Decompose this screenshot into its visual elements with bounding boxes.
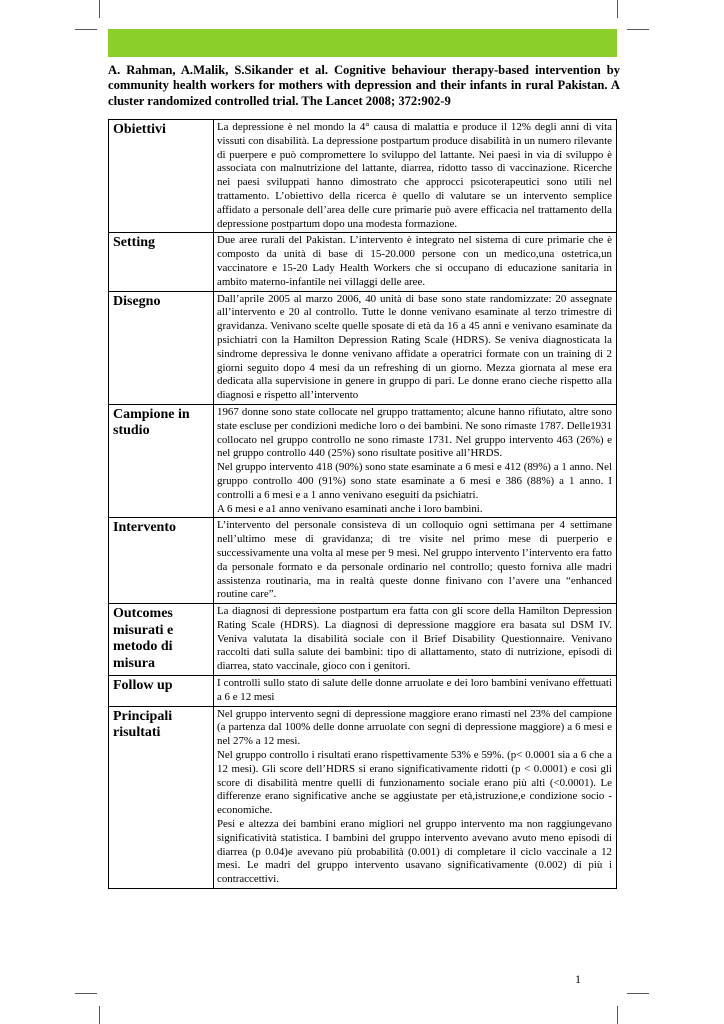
crop-mark — [75, 29, 97, 30]
content-paragraph: Dall’aprile 2005 al marzo 2006, 40 unità di base sono state randomizzate: 20 assegnate all’intervento e 20 al controllo. Tutte le donne venivano esaminate al terzo trimestre di gravidanza. Venivano scelte quelle sposate di età da 16 a 45 anni e venivano esaminate da psichiatri con la Hamilton Depression Rating Scale (HDRS). Se veniva diagnosticata la sindrome depressiva le donne venivano affidate a operatrici formate con un training di 2 giorni seguito dopo 4 mesi da un refreshing di un giorno. Mezza giornata al mese era dedicata alla supervisione in genere in gruppo di pari. Le donne erano cieche rispetto alla diagnosi e rispetto all’intervento — [217, 292, 612, 402]
content-paragraph: I controlli sullo stato di salute delle donne arruolate e dei loro bambini venivano effettuati a 6 e 12 mesi — [217, 677, 612, 703]
crop-mark — [75, 993, 97, 994]
table-row — [109, 404, 617, 517]
row-content — [214, 291, 617, 404]
header-color-bar — [108, 29, 617, 57]
table-row — [109, 120, 617, 233]
row-content — [214, 604, 617, 676]
table-row — [109, 233, 617, 291]
crop-mark — [627, 29, 649, 30]
content-paragraph: Nel gruppo intervento 418 (90%) sono state esaminate a 6 mesi e 412 (89%) a 1 anno. Nel gruppo controllo 400 (91%) sono state esaminate a 6 mesi e 386 (88%) a 1 anno. I controlli a 6 mesi e a 1 anno venivano eseguiti da psichiatri. — [217, 461, 612, 501]
crop-mark — [617, 1006, 618, 1024]
row-label: Setting — [109, 233, 214, 291]
row-label: Principali risultati — [109, 706, 214, 888]
table-row — [109, 676, 617, 707]
table-row — [109, 291, 617, 404]
row-label: Intervento — [109, 518, 214, 604]
content-paragraph: La depressione è nel mondo la 4° causa di malattia e produce il 12% degli anni di vita vissuti con disabilità. La depressione postpartum produce disabilità in un numero rilevante di puerpere e può compromettere lo sviluppo del lattante. Nei paesi in via di sviluppo è associata con malnutrizione del lattante, diarrea, ridotto tasso di vaccinazione. Ricerche nei paesi sviluppati hanno dimostrato che approcci psicoterapeutici sono utili nel trattamento. L’obiettivo della ricerca è quello di valutare se un intervento semplice affidato a personale dell’area delle cure primarie può avere efficacia nel trattamento della depressione postpartum dopo una modesta formazione. — [217, 121, 612, 230]
content-paragraph: 1967 donne sono state collocate nel gruppo trattamento; alcune hanno rifiutato, altre sono state escluse per condizioni mediche loro o dei bambini. Ne sono rimaste 1787. Delle1931 collocato nel gruppo controllo ne sono rimaste 1731. Nel gruppo intervento 463 (26%) e nel gruppo controllo 440 (25%) sono risultate positive all’HRDS. — [217, 405, 612, 460]
citation-header: A. Rahman, A.Malik, S.Sikander et al. Cognitive behaviour therapy-based intervention by community health workers for mothers with depression and their infants in rural Pakistan. A cluster randomized controlled trial. The Lancet 2008; 372:902-9 — [108, 63, 620, 108]
row-content — [214, 518, 617, 604]
row-label: Obiettivi — [109, 120, 214, 233]
table-row — [109, 706, 617, 888]
row-content — [214, 676, 617, 707]
row-content — [214, 706, 617, 888]
content-paragraph: Nel gruppo intervento segni di depressione maggiore erano rimasti nel 23% del campione (a partenza dal 100% delle donne arruolate con segni di depressione maggiore) a 6 mesi e nel 27% a 12 mesi. — [217, 707, 612, 748]
row-label: Outcomes misurati e metodo di misura — [109, 604, 214, 676]
row-label: Campione in studio — [109, 404, 214, 517]
content-paragraph: A 6 mesi e a1 anno venivano esaminati anche i loro bambini. — [217, 502, 483, 515]
table-row — [109, 518, 617, 604]
crop-mark — [617, 0, 618, 18]
crop-mark — [99, 1006, 100, 1024]
study-summary-table — [108, 119, 617, 889]
table-row — [109, 604, 617, 676]
crop-mark — [627, 993, 649, 994]
content-paragraph: Due aree rurali del Pakistan. L’intervento è integrato nel sistema di cure primarie che è composto da unità di base di 15-20.000 persone con un medico,una ostetrica,un vaccinatore e 15-20 Lady Health Workers che si occupano di educazione sanitaria in ambito materno-infantile nei villaggi delle aree. — [217, 234, 612, 288]
content-paragraph: L’intervento del personale consisteva di un colloquio ogni settimana per 4 settimane nell’ultimo mese di gravidanza; di tre visite nel primo mese di puerperio e successivamente una volta al mese per 9 mesi. Nel gruppo intervento l’intervento era fatto da personale formato e da personale ordinario nel controllo; questo forniva alle madri assistenza routinaria, ma in realtà queste donne finivano con l’avere una “enhanced routine care”. — [217, 519, 612, 601]
row-label: Disegno — [109, 291, 214, 404]
content-paragraph: Nel gruppo controllo i risultati erano rispettivamente 53% e 59%. (p< 0.0001 sia a 6 che a 12 mesi). Gli score dell’HDRS si erano significativamente ridotti (p < 0.0001) e così gli score di disabilità mentre quelli di funzionamento sociale erano più alti (<0.0001). Le differenze erano significative anche se aggiustate per età,istruzione,e condizione socio - economiche. — [217, 749, 612, 817]
content-paragraph: La diagnosi di depressione postpartum era fatta con gli score della Hamilton Depression Rating Scale (HDRS). La diagnosi di depressione maggiore era basata sul DSM IV. Veniva valutata la disabilità sociale con il Brief Disability Questionnaire. Venivano raccolti dati sulla salute dei bambini: tipo di allattamento, stato di nutrizione, episodi di diarrea, stato vaccinale, gioco con i genitori. — [217, 605, 612, 673]
content-paragraph: Pesi e altezza dei bambini erano migliori nel gruppo intervento ma non raggiungevano significatività statistica. I bambini del gruppo intervento avevano avuto meno episodi di diarrea (p 0.04)e avevano più probabilità (0.001) di completare il ciclo vaccinale a 12 mesi. Le madri del gruppo intervento usavano significativamente (0.002) di più i contraccettivi. — [217, 818, 612, 886]
crop-mark — [99, 0, 100, 18]
row-content — [214, 404, 617, 517]
row-label: Follow up — [109, 676, 214, 707]
row-content — [214, 233, 617, 291]
row-content — [214, 120, 617, 233]
page-number: 1 — [575, 972, 581, 986]
